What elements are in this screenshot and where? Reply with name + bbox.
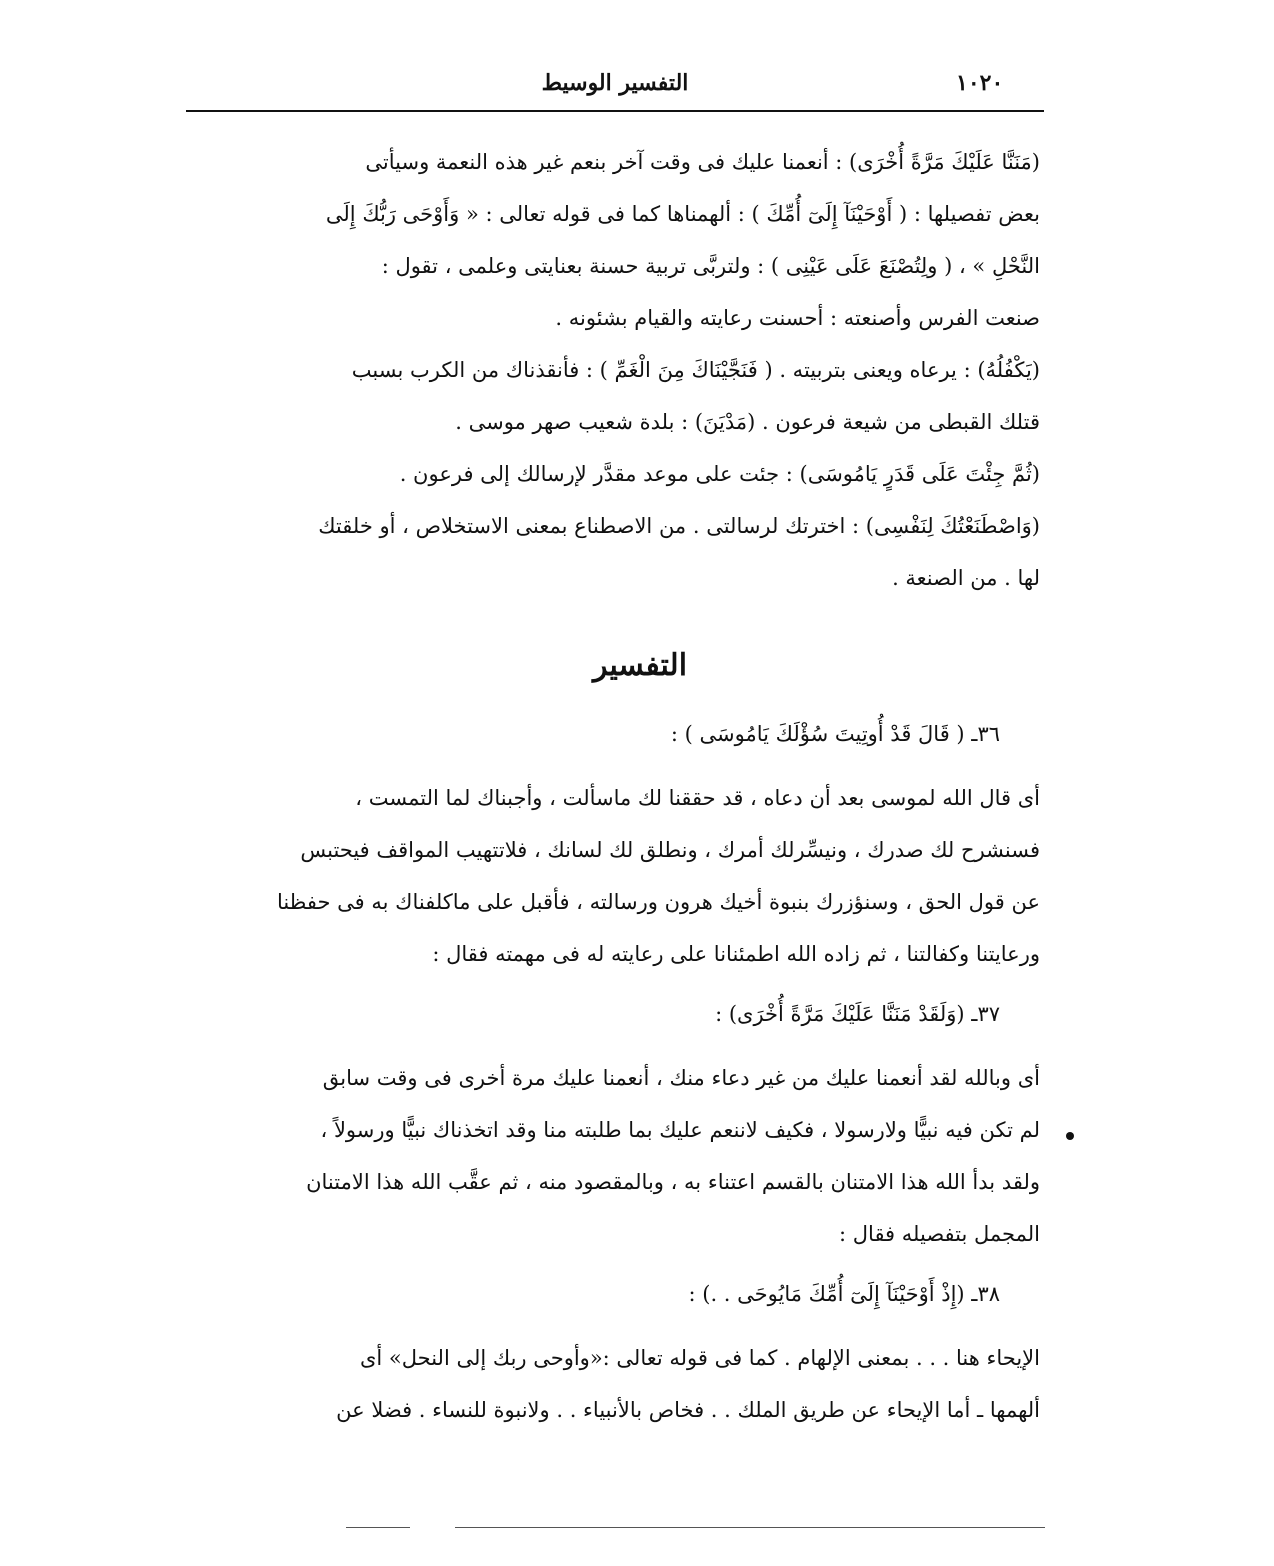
verse-38: ٣٨ـ (إِذْ أَوْحَيْنَآ إِلَىٓ أُمِّكَ مَايُوحَى . .) : — [688, 1282, 1000, 1306]
footer-rule-right — [455, 1527, 1045, 1528]
commentary-line: أى وبالله لقد أنعمنا عليك من غير دعاء منك ، أنعمنا عليك مرة أخرى فى وقت سابق — [322, 1066, 1040, 1090]
verse-36: ٣٦ـ ( قَالَ قَدْ أُوتِيتَ سُؤْلَكَ يَامُوسَى ) : — [670, 722, 1000, 746]
commentary-line: فسنشرح لك صدرك ، ونيسِّرلك أمرك ، ونطلق لك لسانك ، فلاتتهيب المواقف فيحتبس — [300, 838, 1040, 862]
glossary-line: صنعت الفرس وأصنعته : أحسنت رعايته والقيام بشئونه . — [555, 306, 1040, 330]
commentary-36 — [190, 772, 1040, 980]
glossary-line: (وَاصْطَنَعْتُكَ لِنَفْسِى) : اخترتك لرسالتى . من الاصطناع بمعنى الاستخلاص ، أو خلقتك — [318, 514, 1040, 538]
commentary-line: عن قول الحق ، وسنؤزرك بنبوة أخيك هرون ورسالته ، فأقبل على ماكلفناك به فى حفظنا — [276, 890, 1040, 914]
commentary-line: ألهمها ـ أما الإيحاء عن طريق الملك . . فخاص بالأنبياء . . ولانبوة للنساء . فضلا عن — [336, 1398, 1040, 1422]
running-title: التفسير الوسيط — [541, 70, 689, 96]
page-header — [186, 70, 1044, 106]
margin-dot — [1066, 1132, 1074, 1140]
glossary-line: (مَنَنَّا عَلَيْكَ مَرَّةً أُخْرَى) : أنعمنا عليك فى وقت آخر بنعم غير هذه النعمة وسيأتى — [365, 150, 1040, 174]
commentary-line: لم تكن فيه نبيًّا ولارسولا ، فكيف لاننعم عليك بما طلبته منا وقد اتخذناك نبيًّا ورسولاً ، — [320, 1118, 1040, 1142]
glossary-block — [190, 136, 1040, 604]
commentary-line: ولقد بدأ الله هذا الامتنان بالقسم اعتناء به ، وبالمقصود منه ، ثم عقَّب الله هذا الامتنان — [306, 1170, 1040, 1194]
commentary-38 — [190, 1332, 1040, 1436]
glossary-line: لها . من الصنعة . — [892, 566, 1040, 590]
glossary-line: النَّحْلِ » ، ( ولِتُصْنَعَ عَلَى عَيْنِى ) : ولتربَّى تربية حسنة بعنايتى وعلمى ، تقول : — [381, 254, 1040, 278]
page-number: ١٠٢٠ — [956, 70, 1004, 96]
footer-rule-left — [346, 1527, 410, 1528]
commentary-line: ورعايتنا وكفالتنا ، ثم زاده الله اطمئنانا على رعايته له فى مهمته فقال : — [432, 942, 1040, 966]
header-rule — [186, 110, 1044, 112]
glossary-line: (يَكْفُلُهُ) : يرعاه ويعنى بتربيته . ( فَنَجَّيْنَاكَ مِنَ الْغَمِّ ) : فأنقذناك من الكرب بسبب — [351, 358, 1040, 382]
commentary-line: أى قال الله لموسى بعد أن دعاه ، قد حققنا لك ماسألت ، وأجبناك لما التمست ، — [355, 786, 1040, 810]
glossary-line: (ثُمَّ جِئْتَ عَلَى قَدَرٍ يَامُوسَى) : جئت على موعد مقدَّر لإرسالك إلى فرعون . — [399, 462, 1040, 486]
verse-37: ٣٧ـ (وَلَقَدْ مَنَنَّا عَلَيْكَ مَرَّةً أُخْرَى) : — [715, 1002, 1000, 1026]
glossary-line: قتلك القبطى من شيعة فرعون . (مَدْيَنَ) : بلدة شعيب صهر موسى . — [455, 410, 1040, 434]
commentary-line: المجمل بتفصيله فقال : — [839, 1222, 1040, 1246]
commentary-37 — [190, 1052, 1040, 1260]
commentary-line: الإيحاء هنا . . . بمعنى الإلهام . كما فى قوله تعالى :«وأوحى ربك إلى النحل» أى — [359, 1346, 1040, 1370]
glossary-line: بعض تفصيلها : ( أَوْحَيْنَآ إِلَىٓ أُمِّكَ ) : ألهمناها كما فى قوله تعالى : « وَأَوْحَى رَبُّكَ إِلَى — [325, 202, 1040, 226]
section-heading: التفسير — [592, 648, 688, 683]
